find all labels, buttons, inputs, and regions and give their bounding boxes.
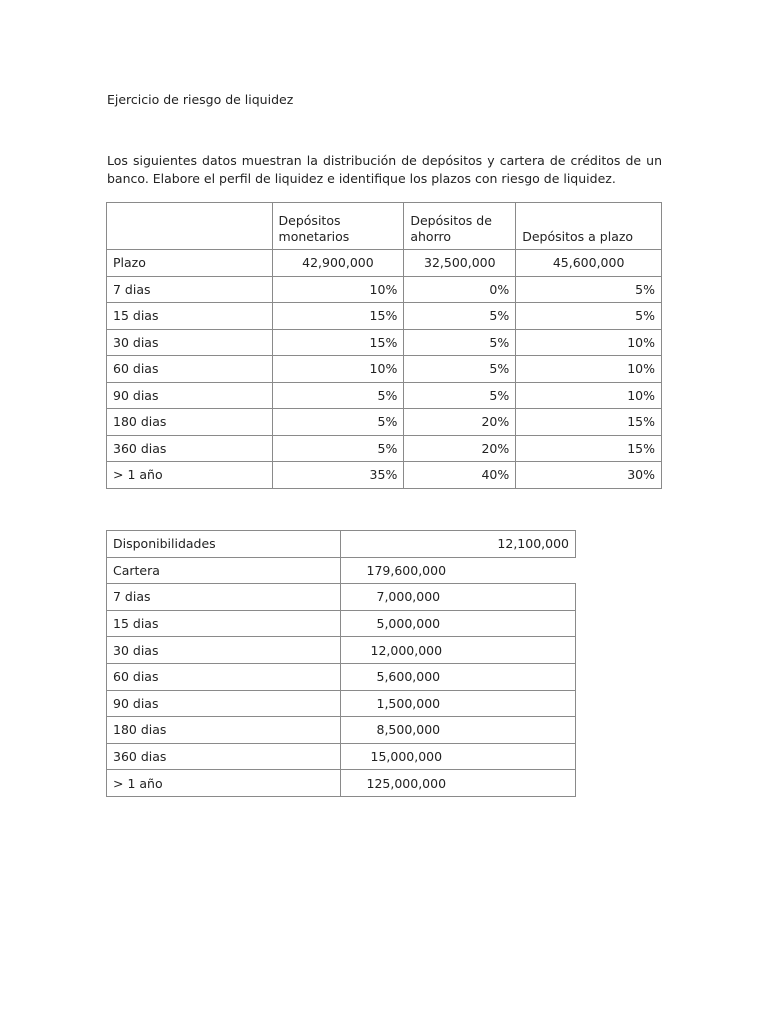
cartera-value: 179,600,000 (366, 562, 447, 578)
term-label: 60 dias (107, 356, 273, 383)
header-empty-cell (107, 203, 273, 250)
term-amount: 8,500,000 (340, 717, 576, 744)
pct-plazo: 10% (516, 356, 662, 383)
term-label: 90 dias (107, 690, 341, 717)
term-amount: 12,000,000 (340, 637, 576, 664)
pct-ahorro: 40% (404, 462, 516, 489)
disponibilidades-label: Disponibilidades (107, 531, 341, 558)
header-depositos-plazo: Depósitos a plazo (516, 203, 662, 250)
plazo-plazo: 45,600,000 (516, 250, 662, 277)
table-row (107, 717, 576, 744)
pct-ahorro: 5% (404, 303, 516, 330)
pct-ahorro: 5% (404, 329, 516, 356)
table-row (107, 770, 576, 797)
pct-ahorro: 5% (404, 382, 516, 409)
term-label: 30 dias (107, 637, 341, 664)
table-row (107, 382, 662, 409)
term-label: 30 dias (107, 329, 273, 356)
pct-monetarios: 5% (272, 435, 404, 462)
header-depositos-monetarios: Depósitos monetarios (272, 203, 404, 250)
pct-monetarios: 15% (272, 303, 404, 330)
pct-monetarios: 5% (272, 409, 404, 436)
pct-ahorro: 20% (404, 435, 516, 462)
plazo-row (107, 250, 662, 277)
table-row (107, 303, 662, 330)
plazo-ahorro: 32,500,000 (404, 250, 516, 277)
pct-plazo: 30% (516, 462, 662, 489)
term-amount: 7,000,000 (340, 584, 576, 611)
plazo-label: Plazo (107, 250, 273, 277)
cartera-row (107, 557, 576, 584)
pct-monetarios: 15% (272, 329, 404, 356)
table-row (107, 584, 576, 611)
term-label: 360 dias (107, 743, 341, 770)
table-row (107, 435, 662, 462)
table-row (107, 663, 576, 690)
disponibilidades-value: 12,100,000 (340, 531, 576, 558)
term-label: 60 dias (107, 663, 341, 690)
document-title: Ejercicio de riesgo de liquidez (107, 92, 294, 107)
table-row (107, 356, 662, 383)
header-depositos-ahorro: Depósitos de ahorro (404, 203, 516, 250)
table-row (107, 329, 662, 356)
cartera-label: Cartera (107, 557, 341, 584)
table-row (107, 276, 662, 303)
plazo-monetarios: 42,900,000 (272, 250, 404, 277)
pct-monetarios: 10% (272, 356, 404, 383)
term-label: 360 dias (107, 435, 273, 462)
pct-plazo: 15% (516, 435, 662, 462)
pct-plazo: 5% (516, 303, 662, 330)
term-label: > 1 año (107, 462, 273, 489)
table-row (107, 610, 576, 637)
deposits-header-row (107, 203, 662, 250)
table-row (107, 690, 576, 717)
term-label: 90 dias (107, 382, 273, 409)
term-label: 7 dias (107, 276, 273, 303)
term-amount: 1,500,000 (340, 690, 576, 717)
table-row (107, 409, 662, 436)
assets-table (106, 530, 576, 797)
pct-plazo: 5% (516, 276, 662, 303)
pct-monetarios: 5% (272, 382, 404, 409)
pct-ahorro: 5% (404, 356, 516, 383)
term-amount: 5,000,000 (340, 610, 576, 637)
pct-plazo: 10% (516, 329, 662, 356)
term-amount: 15,000,000 (340, 743, 576, 770)
table-row (107, 743, 576, 770)
intro-paragraph: Los siguientes datos muestran la distribución de depósitos y cartera de créditos de un banco. Elabore el perfil de liquidez e identifique los plazos con riesgo de liquidez. (107, 153, 662, 186)
term-label: 7 dias (107, 584, 341, 611)
term-amount: 5,600,000 (340, 663, 576, 690)
term-label: 180 dias (107, 409, 273, 436)
term-label: > 1 año (107, 770, 341, 797)
pct-plazo: 15% (516, 409, 662, 436)
term-label: 15 dias (107, 610, 341, 637)
table-row (107, 462, 662, 489)
pct-monetarios: 10% (272, 276, 404, 303)
pct-plazo: 10% (516, 382, 662, 409)
table-row (107, 637, 576, 664)
pct-ahorro: 0% (404, 276, 516, 303)
disponibilidades-row (107, 531, 576, 558)
term-label: 15 dias (107, 303, 273, 330)
pct-monetarios: 35% (272, 462, 404, 489)
deposits-table (106, 202, 662, 489)
pct-ahorro: 20% (404, 409, 516, 436)
term-amount: 125,000,000 (340, 770, 576, 797)
term-label: 180 dias (107, 717, 341, 744)
